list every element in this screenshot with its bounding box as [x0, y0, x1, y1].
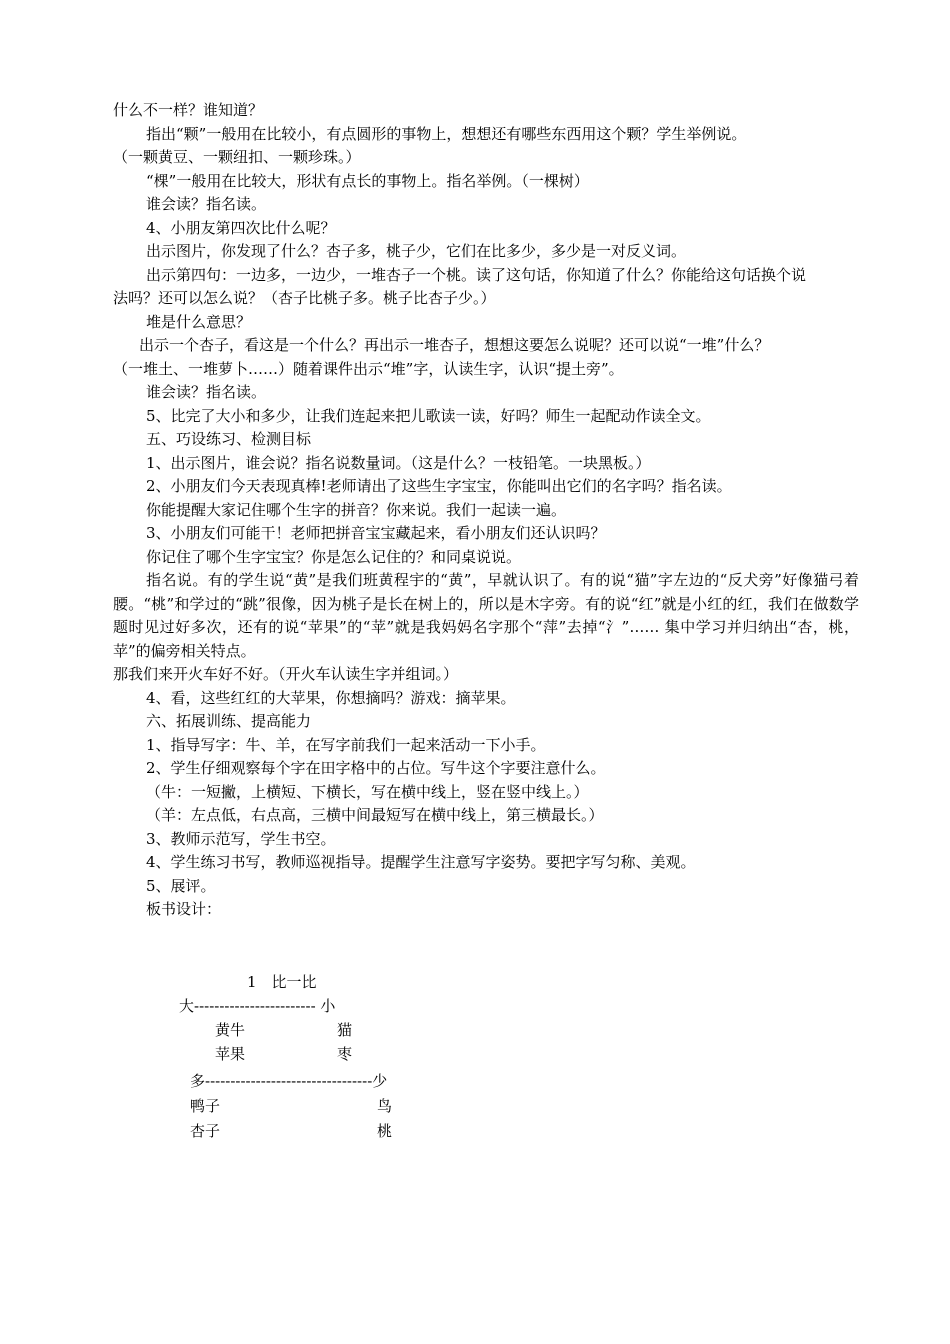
board-many-few-line: 多---------------------------------少 [190, 1072, 388, 1090]
text-line: 4、学生练习书写，教师巡视指导。提醒学生注意写字姿势。要把字写匀称、美观。 [146, 853, 696, 871]
text-line: “棵”一般用在比较大，形状有点长的事物上。指名举例。（一棵树） [146, 171, 589, 190]
text-line: 出示图片，你发现了什么？杏子多，桃子少，它们在比多少，多少是一对反义词。 [146, 242, 687, 260]
text-line: 法吗？还可以怎么说？（杏子比桃子多。桃子比杏子少。） [113, 289, 496, 307]
text-line: 什么不一样？谁知道？ [113, 101, 264, 119]
board-word: 枣 [337, 1045, 353, 1063]
text-line: （牛：一短撇，上横短、下横长，写在横中线上，竖在竖中线上。） [146, 782, 589, 801]
text-paragraph: 指名说。有的学生说“黄”是我们班黄程宇的“黄”，早就认识了。有的说“猫”字左边的“反犬旁”好像猫弓着腰。“桃”和学过的“跳”很像，因为桃子是长在树上的，所以是木字旁。有的说“红”就是小红的红，我们在做数学题时见过好多次，还有的说“苹果”的“苹”就是我妈妈名字那个“萍”去掉“氵”…… 集中学习并归纳出“杏，桃，苹”的偏旁相关特点。 [113, 571, 859, 660]
board-word: 杏子 [190, 1122, 221, 1140]
lesson-text [113, 99, 873, 922]
text-line: 你记住了哪个生字宝宝？你是怎么记住的？和同桌说说。 [146, 547, 522, 566]
text-line: 你能提醒大家记住哪个生字的拼音？你来说。我们一起读一遍。 [146, 500, 567, 519]
text-line: （羊：左点低，右点高，三横中间最短写在横中线上，第三横最长。） [146, 806, 604, 824]
text-line: 1、指导写字：牛、羊，在写字前我们一起来活动一下小手。 [146, 735, 546, 754]
text-line: 5、比完了大小和多少，让我们连起来把儿歌读一读，好吗？师生一起配动作读全文。 [146, 406, 711, 425]
section-heading: 五、巧设练习、检测目标 [146, 430, 312, 448]
board-word: 桃 [377, 1122, 393, 1140]
text-line: 堆是什么意思？ [146, 312, 252, 331]
text-line: 3、小朋友们可能干！老师把拼音宝宝藏起来，看小朋友们还认识吗？ [146, 524, 606, 542]
section-heading: 六、拓展训练、提高能力 [146, 712, 312, 730]
board-word: 鸭子 [190, 1097, 221, 1115]
text-line: （一颗黄豆、一颗纽扣、一颗珍珠。） [113, 148, 361, 166]
board-word: 鸟 [377, 1097, 393, 1115]
text-line: 出示第四句：一边多，一边少，一堆杏子一个桃。读了这句话，你知道了什么？你能给这句话换个说 [146, 265, 807, 284]
text-line: 那我们来开火车好不好。（开火车认读生字并组词。） [113, 665, 459, 683]
text-line: 指出“颗”一般用在比较小，有点圆形的事物上，想想还有哪些东西用这个颗？学生举例说。 [146, 124, 747, 143]
board-word: 猫 [337, 1021, 353, 1039]
board-title: 1 比一比 [247, 973, 317, 991]
text-line: 5、展评。 [146, 876, 216, 895]
text-line: （一堆土、一堆萝卜……）随着课件出示“堆”字，认读生字，认识“提土旁”。 [113, 359, 624, 378]
text-line: 4、小朋友第四次比什么呢？ [146, 218, 336, 237]
text-line: 板书设计： [146, 900, 222, 918]
text-line: 2、小朋友们今天表现真棒!老师请出了这些生字宝宝，你能叫出它们的名字吗？指名读。 [146, 477, 732, 495]
text-line: 2、学生仔细观察每个字在田字格中的占位。写牛这个字要注意什么。 [146, 759, 606, 777]
board-word: 黄牛 [215, 1021, 246, 1039]
blackboard-design [113, 972, 513, 1152]
text-line: 谁会读？指名读。 [146, 383, 267, 401]
board-word: 苹果 [215, 1045, 246, 1063]
text-line: 3、教师示范写，学生书空。 [146, 829, 336, 848]
board-big-small-line: 大------------------------ 小 [179, 997, 336, 1015]
text-line: 出示一个杏子，看这是一个什么？再出示一堆杏子，想想这要怎么说呢？还可以说“一堆”什么？ [139, 336, 770, 354]
text-line: 4、看，这些红红的大苹果，你想摘吗？游戏：摘苹果。 [146, 688, 516, 707]
text-line: 谁会读？指名读。 [146, 195, 267, 213]
text-line: 1、出示图片，谁会说？指名说数量词。（这是什么？一枝铅笔。一块黑板。） [146, 453, 651, 472]
